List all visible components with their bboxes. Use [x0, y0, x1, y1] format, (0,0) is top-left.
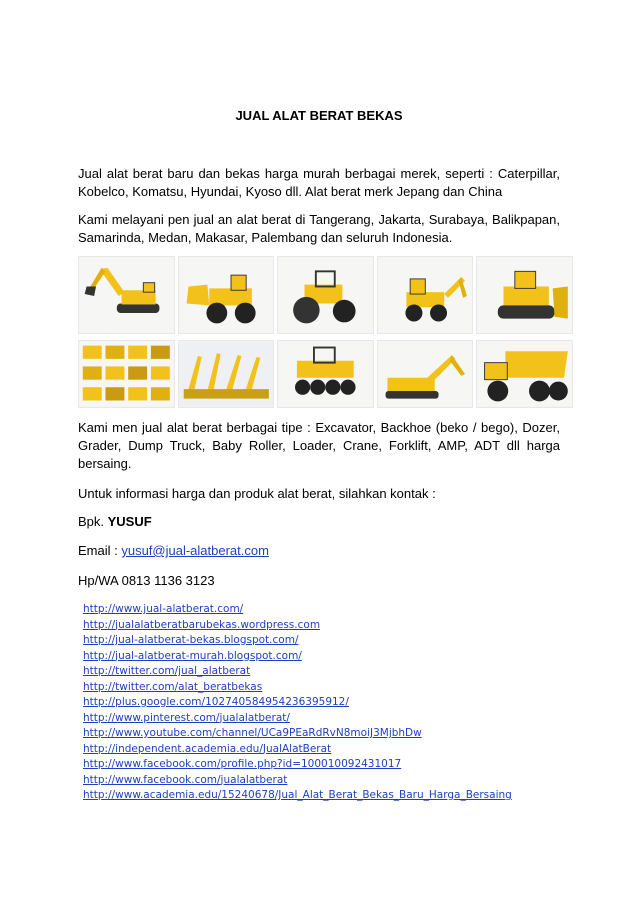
equipment-types-paragraph: Kami men jual alat berat berbagai tipe : Excavator, Backhoe (beko / bego), Dozer, Grader, Dump Truck, Baby Roller, Loader, Crane, Forklift, AMP, ADT dll harga bersaing.	[78, 420, 560, 471]
contact-prefix: Bpk.	[78, 514, 108, 529]
document-title: JUAL ALAT BERAT BEKAS	[235, 108, 403, 123]
phone-line: Hp/WA 0813 1136 3123	[78, 573, 215, 588]
link-facebook-page[interactable]: http://www.facebook.com/jualalatberat	[83, 773, 288, 786]
service-area-paragraph: Kami melayani pen jual an alat berat di Tangerang, Jakarta, Surabaya, Balikpapan, Samarinda, Medan, Makasar, Palembang dan seluruh Indonesia.	[78, 212, 560, 245]
contact-intro-paragraph: Untuk informasi harga dan produk alat berat, silahkan kontak :	[78, 486, 436, 501]
backhoe-image	[377, 256, 474, 334]
link-website[interactable]: http://www.jual-alatberat.com/	[83, 603, 244, 615]
link-google-plus[interactable]: http://plus.google.com/102740584954236395912/	[83, 696, 349, 708]
link-academia-profile[interactable]: http://independent.academia.edu/JualAlatBerat	[83, 742, 332, 755]
bulldozer-image	[476, 256, 573, 334]
contact-person	[78, 513, 560, 531]
link-facebook-profile[interactable]: http://www.facebook.com/profile.php?id=100010092431017	[83, 758, 402, 770]
link-blogspot-murah[interactable]: http://jual-alatberat-murah.blogspot.com/	[83, 649, 302, 662]
dump-truck-image	[476, 340, 573, 408]
intro-paragraph: Jual alat berat baru dan bekas harga murah berbagai merek, seperti : Caterpillar, Kobelco, Komatsu, Hyundai, Kyoso dll. Alat berat merk Jepang dan China	[78, 166, 560, 199]
links-list	[83, 602, 583, 804]
email-link[interactable]: yusuf@jual-alatberat.com	[121, 543, 269, 558]
wheel-loader-image	[178, 256, 275, 334]
excavator-side-image	[377, 340, 474, 408]
link-blogspot-bekas[interactable]: http://jual-alatberat-bekas.blogspot.com/	[83, 634, 299, 646]
link-academia-article[interactable]: http://www.academia.edu/15240678/Jual_Alat_Berat_Bekas_Baru_Harga_Bersaing	[83, 789, 512, 801]
contact-name: YUSUF	[107, 514, 152, 529]
equipment-images-row-1	[78, 256, 573, 334]
excavator-image	[78, 256, 175, 334]
equipment-collage-image	[78, 340, 175, 408]
link-twitter-bekas[interactable]: http://twitter.com/alat_beratbekas	[83, 680, 263, 693]
excavator-fleet-image	[178, 340, 275, 408]
link-twitter-jual[interactable]: http://twitter.com/jual_alatberat	[83, 665, 251, 677]
road-roller-image	[277, 256, 374, 334]
link-youtube[interactable]: http://www.youtube.com/channel/UCa9PEaRdRvN8moiJ3MjbhDw	[83, 727, 422, 739]
equipment-images-row-2	[78, 340, 573, 408]
email-line	[78, 542, 560, 560]
email-label: Email :	[78, 543, 122, 558]
link-pinterest[interactable]: http://www.pinterest.com/jualalatberat/	[83, 711, 290, 724]
link-wordpress[interactable]: http://jualalatberatbarubekas.wordpress.com	[83, 618, 321, 631]
pneumatic-roller-image	[277, 340, 374, 408]
